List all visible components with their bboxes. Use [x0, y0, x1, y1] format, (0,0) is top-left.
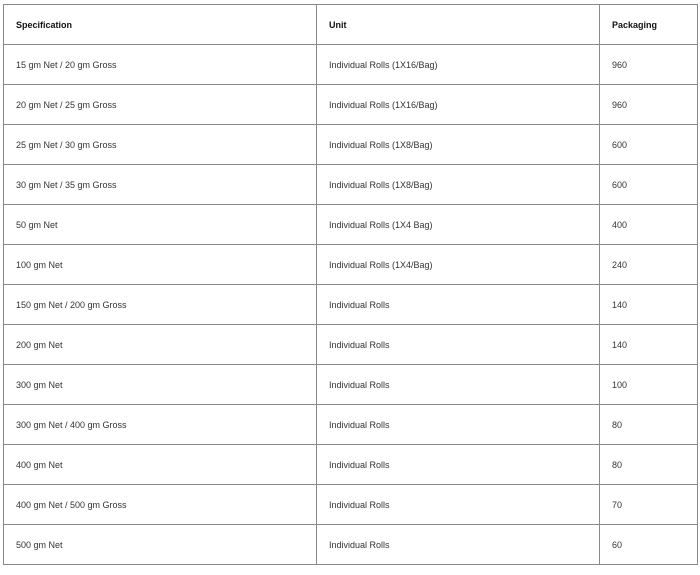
cell-packaging: 600: [600, 125, 698, 165]
table-row: [4, 165, 698, 205]
cell-unit: Individual Rolls: [317, 485, 600, 525]
cell-specification: 100 gm Net: [4, 245, 317, 285]
header-row: [4, 5, 698, 45]
cell-specification: 30 gm Net / 35 gm Gross: [4, 165, 317, 205]
cell-packaging: 140: [600, 285, 698, 325]
cell-packaging: 960: [600, 45, 698, 85]
table-row: [4, 125, 698, 165]
table-row: [4, 205, 698, 245]
table-row: [4, 45, 698, 85]
cell-unit: Individual Rolls: [317, 325, 600, 365]
table-row: [4, 405, 698, 445]
cell-packaging: 80: [600, 405, 698, 445]
table-row: [4, 445, 698, 485]
cell-unit: Individual Rolls: [317, 525, 600, 565]
cell-unit: Individual Rolls: [317, 405, 600, 445]
cell-packaging: 960: [600, 85, 698, 125]
table-row: [4, 525, 698, 565]
header-packaging: Packaging: [600, 5, 698, 45]
table-row: [4, 85, 698, 125]
table-row: [4, 245, 698, 285]
cell-specification: 25 gm Net / 30 gm Gross: [4, 125, 317, 165]
table-row: [4, 485, 698, 525]
header-unit: Unit: [317, 5, 600, 45]
header-specification: Specification: [4, 5, 317, 45]
cell-packaging: 400: [600, 205, 698, 245]
cell-specification: 20 gm Net / 25 gm Gross: [4, 85, 317, 125]
cell-unit: Individual Rolls (1X4 Bag): [317, 205, 600, 245]
cell-packaging: 600: [600, 165, 698, 205]
cell-unit: Individual Rolls: [317, 445, 600, 485]
table-header: [4, 5, 698, 45]
table-row: [4, 325, 698, 365]
cell-unit: Individual Rolls (1X8/Bag): [317, 125, 600, 165]
cell-specification: 300 gm Net: [4, 365, 317, 405]
cell-specification: 200 gm Net: [4, 325, 317, 365]
cell-specification: 400 gm Net / 500 gm Gross: [4, 485, 317, 525]
cell-packaging: 240: [600, 245, 698, 285]
cell-unit: Individual Rolls (1X16/Bag): [317, 45, 600, 85]
table-row: [4, 285, 698, 325]
cell-unit: Individual Rolls: [317, 285, 600, 325]
cell-unit: Individual Rolls (1X8/Bag): [317, 165, 600, 205]
cell-specification: 300 gm Net / 400 gm Gross: [4, 405, 317, 445]
cell-packaging: 70: [600, 485, 698, 525]
table-body: [4, 45, 698, 565]
cell-unit: Individual Rolls: [317, 365, 600, 405]
cell-specification: 50 gm Net: [4, 205, 317, 245]
cell-packaging: 100: [600, 365, 698, 405]
cell-packaging: 80: [600, 445, 698, 485]
cell-packaging: 60: [600, 525, 698, 565]
specification-table: [3, 4, 698, 565]
cell-specification: 150 gm Net / 200 gm Gross: [4, 285, 317, 325]
cell-specification: 500 gm Net: [4, 525, 317, 565]
cell-unit: Individual Rolls (1X16/Bag): [317, 85, 600, 125]
cell-specification: 15 gm Net / 20 gm Gross: [4, 45, 317, 85]
cell-packaging: 140: [600, 325, 698, 365]
cell-specification: 400 gm Net: [4, 445, 317, 485]
cell-unit: Individual Rolls (1X4/Bag): [317, 245, 600, 285]
table-row: [4, 365, 698, 405]
